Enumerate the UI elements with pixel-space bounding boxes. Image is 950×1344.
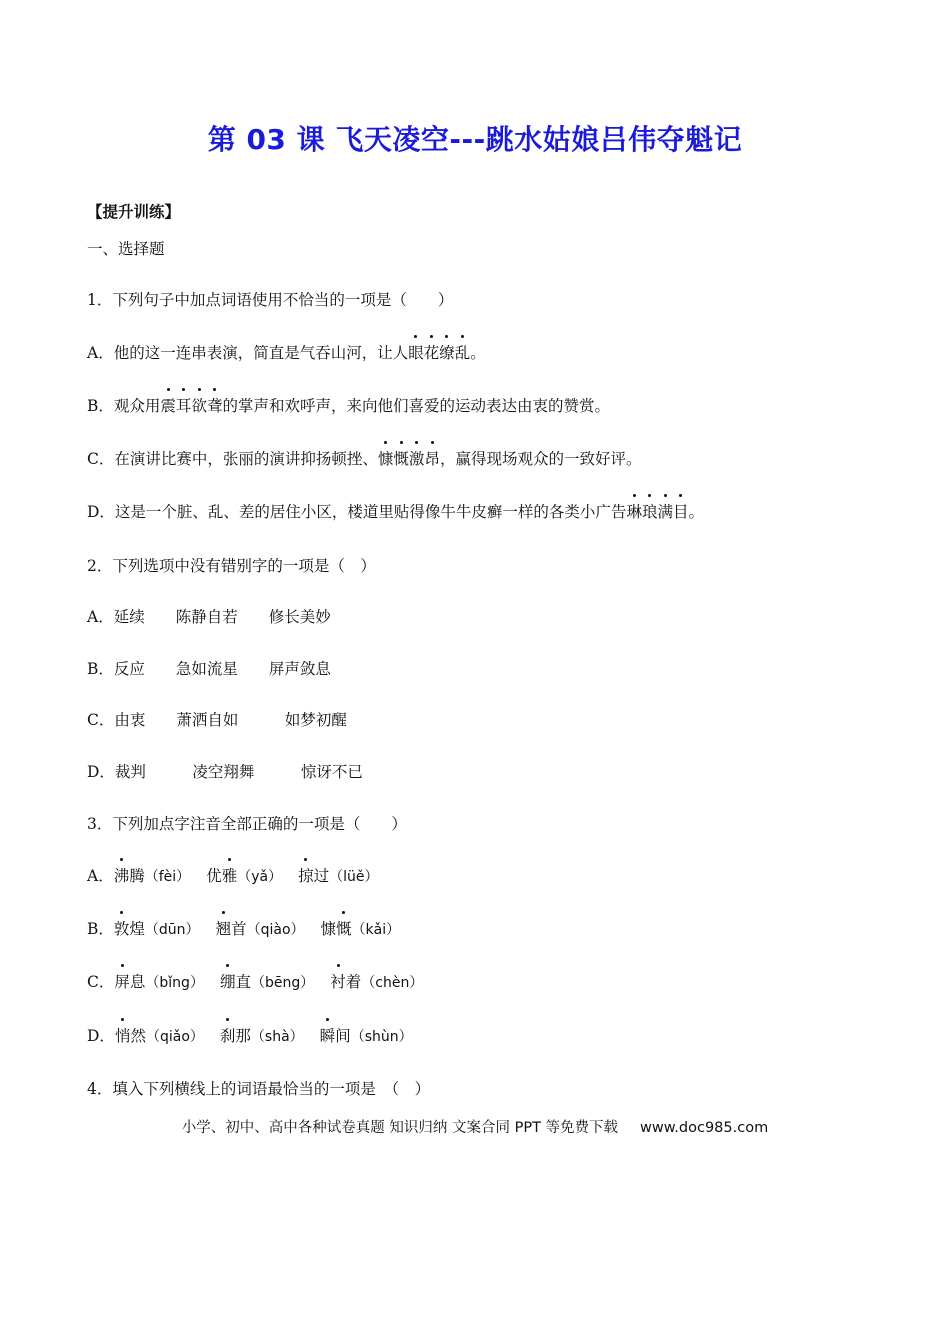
word-char: 首 [231,920,247,938]
emphasized-char: 缭 [439,343,455,363]
emphasized-char: 沸 [114,866,130,886]
question-3-stem: 3．下列加点字注音全部正确的一项是（ ） [87,815,407,833]
question-3-option-b [87,919,400,940]
emphasized-char: 瞬 [320,1026,336,1046]
emphasis-dot [120,911,123,914]
word-char: 着 [345,973,362,991]
option-text: B．观众用 [87,397,161,415]
emphasized-char: 激 [409,449,425,469]
emphasized-char: 慷 [378,449,394,469]
emphasis-dot [431,441,434,444]
emphasis-dot [461,335,464,338]
pinyin-reading: （shùn） [350,1029,413,1045]
option-text: 的掌声和欢呼声，来向他们喜爱的运动表达由衷的赞赏。 [222,397,610,415]
emphasis-dot [445,335,448,338]
word-char: 间 [335,1027,351,1045]
footer-url[interactable]: www.doc985.com [640,1120,769,1136]
page-title: 第 03 课 飞天凌空---跳水姑娘吕伟夺魁记 [207,123,743,156]
question-1-option-b [87,396,610,416]
pinyin-item [321,920,401,938]
pinyin-reading: （qiào） [246,922,305,938]
footer-text: 小学、初中、高中各种试卷真题 知识归纳 文案合同 PPT 等免费下载 [181,1120,619,1136]
emphasis-dot [633,494,636,497]
pinyin-reading: （yǎ） [237,869,283,885]
section-label: 【提升训练】 [87,203,181,221]
option-label: C． [87,973,115,991]
pinyin-item [114,867,190,885]
question-2-option-c: C．由衷 萧洒自如 如梦初醒 [87,711,347,729]
emphasis-dot [213,388,216,391]
question-3-option-a [87,866,379,887]
question-3-option-c [87,972,423,993]
emphasized-char: 琅 [642,502,658,522]
question-4-stem: 4．填入下列横线上的词语最恰当的一项是 （ ） [87,1080,431,1098]
emphasized-char: 雅 [222,866,238,886]
emphasis-dot [304,858,307,861]
pinyin-reading: （qiǎo） [145,1029,204,1045]
emphasis-dot [121,1018,124,1021]
emphasized-char: 耳 [176,396,192,416]
emphasis-dot [679,494,682,497]
emphasized-char: 慨 [336,919,352,939]
pinyin-reading: （kǎi） [351,922,401,938]
emphasized-char: 悄 [115,1026,131,1046]
pinyin-item [206,867,282,885]
emphasized-char: 花 [424,343,440,363]
emphasized-char: 屏 [114,972,130,992]
emphasized-char: 刹 [220,1026,236,1046]
pinyin-reading: （chèn） [361,975,424,991]
option-label: A． [87,867,114,885]
option-label: D． [87,1027,115,1045]
pinyin-item [115,1027,204,1045]
pinyin-reading: （bēng） [250,975,315,991]
emphasized-char: 昂 [424,449,440,469]
option-text: 。 [470,344,486,362]
word-char: 优 [206,867,222,885]
emphasized-char: 聋 [207,396,223,416]
pinyin-item [330,973,423,991]
question-1-stem: 1．下列句子中加点词语使用不恰当的一项是（ ） [87,291,454,309]
question-2-option-b: B．反应 急如流星 屏声敛息 [87,660,331,678]
question-1-option-c [87,449,641,469]
option-text: C．在演讲比赛中，张丽的演讲抑扬顿挫、 [87,450,378,468]
question-2-stem: 2．下列选项中没有错别字的一项是（ ） [87,557,376,575]
question-1-option-d [87,502,704,522]
emphasis-dot [326,1018,329,1021]
emphasis-dot [167,388,170,391]
emphasized-char: 眼 [408,343,424,363]
word-char: 直 [235,973,251,991]
pinyin-item [320,1027,413,1045]
part-heading: 一、选择题 [87,240,165,258]
option-label: B． [87,920,114,938]
emphasized-char: 敦 [114,919,130,939]
page-footer [0,1116,950,1137]
option-text: A．他的这一连串表演，简直是气吞山河，让人 [87,344,409,362]
emphasized-char: 欲 [191,396,207,416]
emphasis-dot [198,388,201,391]
pinyin-item [114,920,200,938]
emphasis-dot [415,441,418,444]
emphasis-dot [228,858,231,861]
question-3-option-d [87,1026,413,1047]
emphasized-char: 掠 [298,866,314,886]
option-text: ，赢得现场观众的一致好评。 [439,450,642,468]
pinyin-reading: （fèi） [144,869,191,885]
pinyin-item [114,973,204,991]
emphasis-dot [121,964,124,967]
emphasized-char: 震 [160,396,176,416]
question-1-option-a [87,343,486,363]
emphasized-char: 乱 [455,343,471,363]
pinyin-reading: （shà） [250,1029,304,1045]
pinyin-reading: （lüě） [329,869,379,885]
emphasis-dot [342,911,345,914]
word-char: 息 [129,973,146,991]
emphasis-dot [384,441,387,444]
emphasized-char: 绷 [220,972,236,992]
word-char: 腾 [129,867,145,885]
emphasized-char: 慨 [393,449,409,469]
emphasized-char: 琳 [626,502,642,522]
emphasis-dot [400,441,403,444]
emphasis-dot [182,388,185,391]
emphasis-dot [120,858,123,861]
emphasis-dot [222,911,225,914]
pinyin-item [216,920,305,938]
emphasized-char: 满 [657,502,673,522]
word-char: 慷 [320,920,337,938]
emphasis-dot [664,494,667,497]
pinyin-item [220,1027,304,1045]
emphasis-dot [226,1018,229,1021]
emphasis-dot [414,335,417,338]
question-2-option-d: D．裁判 凌空翔舞 惊讶不已 [87,763,363,781]
emphasized-char: 衬 [330,972,346,992]
emphasis-dot [226,964,229,967]
word-char: 煌 [129,920,145,938]
pinyin-item [298,867,378,885]
pinyin-reading: （bǐng） [145,975,204,991]
emphasis-dot [648,494,651,497]
question-2-option-a: A．延续 陈静自若 修长美妙 [87,608,331,626]
option-text: D．这是一个脏、乱、差的居住小区，楼道里贴得像牛牛皮癣一样的各类小广告 [87,503,627,521]
option-text: 。 [688,503,705,521]
emphasis-dot [430,335,433,338]
pinyin-reading: （dūn） [144,922,200,938]
emphasized-char: 目 [673,502,689,522]
emphasized-char: 翘 [216,919,232,939]
word-char: 那 [235,1027,251,1045]
word-char: 然 [130,1027,146,1045]
pinyin-item [220,973,314,991]
emphasis-dot [337,964,340,967]
word-char: 过 [313,867,330,885]
